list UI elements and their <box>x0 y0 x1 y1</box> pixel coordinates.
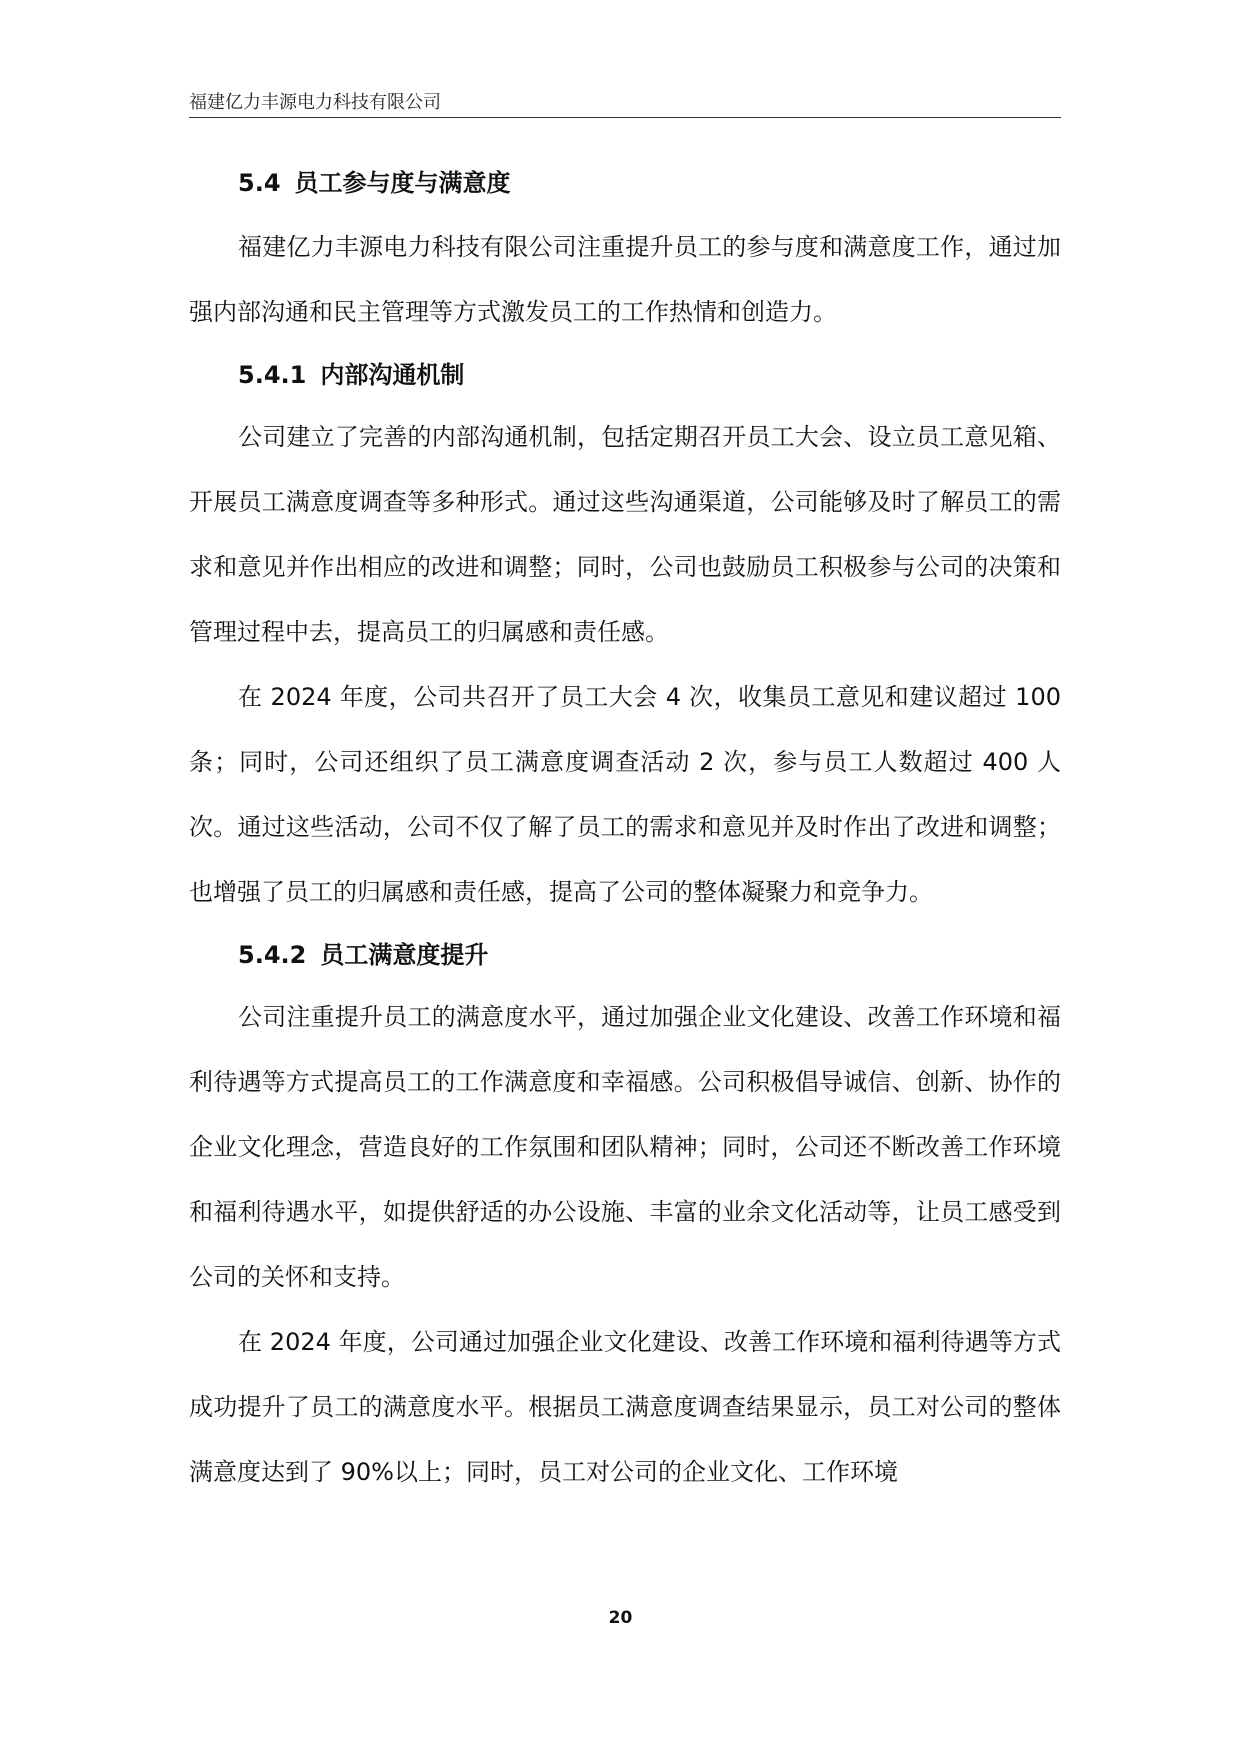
paragraph: 在 2024 年度，公司共召开了员工大会 4 次，收集员工意见和建议超过 100 条；同时，公司还组织了员工满意度调查活动 2 次，参与员工人数超过 400 人次。通过这些活动，公司不仅了解了员工的需求和意见并及时作出了改进和调整；也增强了员工的归属感和责任感，提高了公司的整体凝聚力和竞争力。 <box>189 683 1061 906</box>
page-number: 20 <box>608 1608 633 1628</box>
subsection-heading-2 <box>189 927 1061 983</box>
subsection-heading-1 <box>189 347 1061 403</box>
paragraph: 公司注重提升员工的满意度水平，通过加强企业文化建设、改善工作环境和福利待遇等方式提高员工的工作满意度和幸福感。公司积极倡导诚信、创新、协作的企业文化理念，营造良好的工作氛围和团队精神；同时，公司还不断改善工作环境和福利待遇水平，如提供舒适的办公设施、丰富的业余文化活动等，让员工感受到公司的关怀和支持。 <box>189 1003 1061 1291</box>
page-header: 福建亿力丰源电力科技有限公司 <box>189 92 441 113</box>
paragraph: 在 2024 年度，公司通过加强企业文化建设、改善工作环境和福利待遇等方式成功提升了员工的满意度水平。根据员工满意度调查结果显示，员工对公司的整体满意度达到了 90%以上；同时，员工对公司的企业文化、工作环境 <box>189 1328 1061 1486</box>
subsection-title-2: 员工满意度提升 <box>320 941 489 969</box>
subsection-title-1: 内部沟通机制 <box>320 361 465 389</box>
subsection-number-2: 5.4.2 <box>238 941 307 969</box>
section-intro-paragraph: 福建亿力丰源电力科技有限公司注重提升员工的参与度和满意度工作，通过加强内部沟通和民主管理等方式激发员工的工作热情和创造力。 <box>189 233 1061 326</box>
header-divider <box>189 117 1061 118</box>
section-number: 5.4 <box>238 169 281 197</box>
page-content <box>189 155 1061 1505</box>
paragraph: 公司建立了完善的内部沟通机制，包括定期召开员工大会、设立员工意见箱、开展员工满意度调查等多种形式。通过这些沟通渠道，公司能够及时了解员工的需求和意见并作出相应的改进和调整；同时，公司也鼓励员工积极参与公司的决策和管理过程中去，提高员工的归属感和责任感。 <box>189 423 1061 646</box>
section-heading <box>189 155 1061 211</box>
subsection-number-1: 5.4.1 <box>238 361 307 389</box>
section-title: 员工参与度与满意度 <box>294 169 511 197</box>
